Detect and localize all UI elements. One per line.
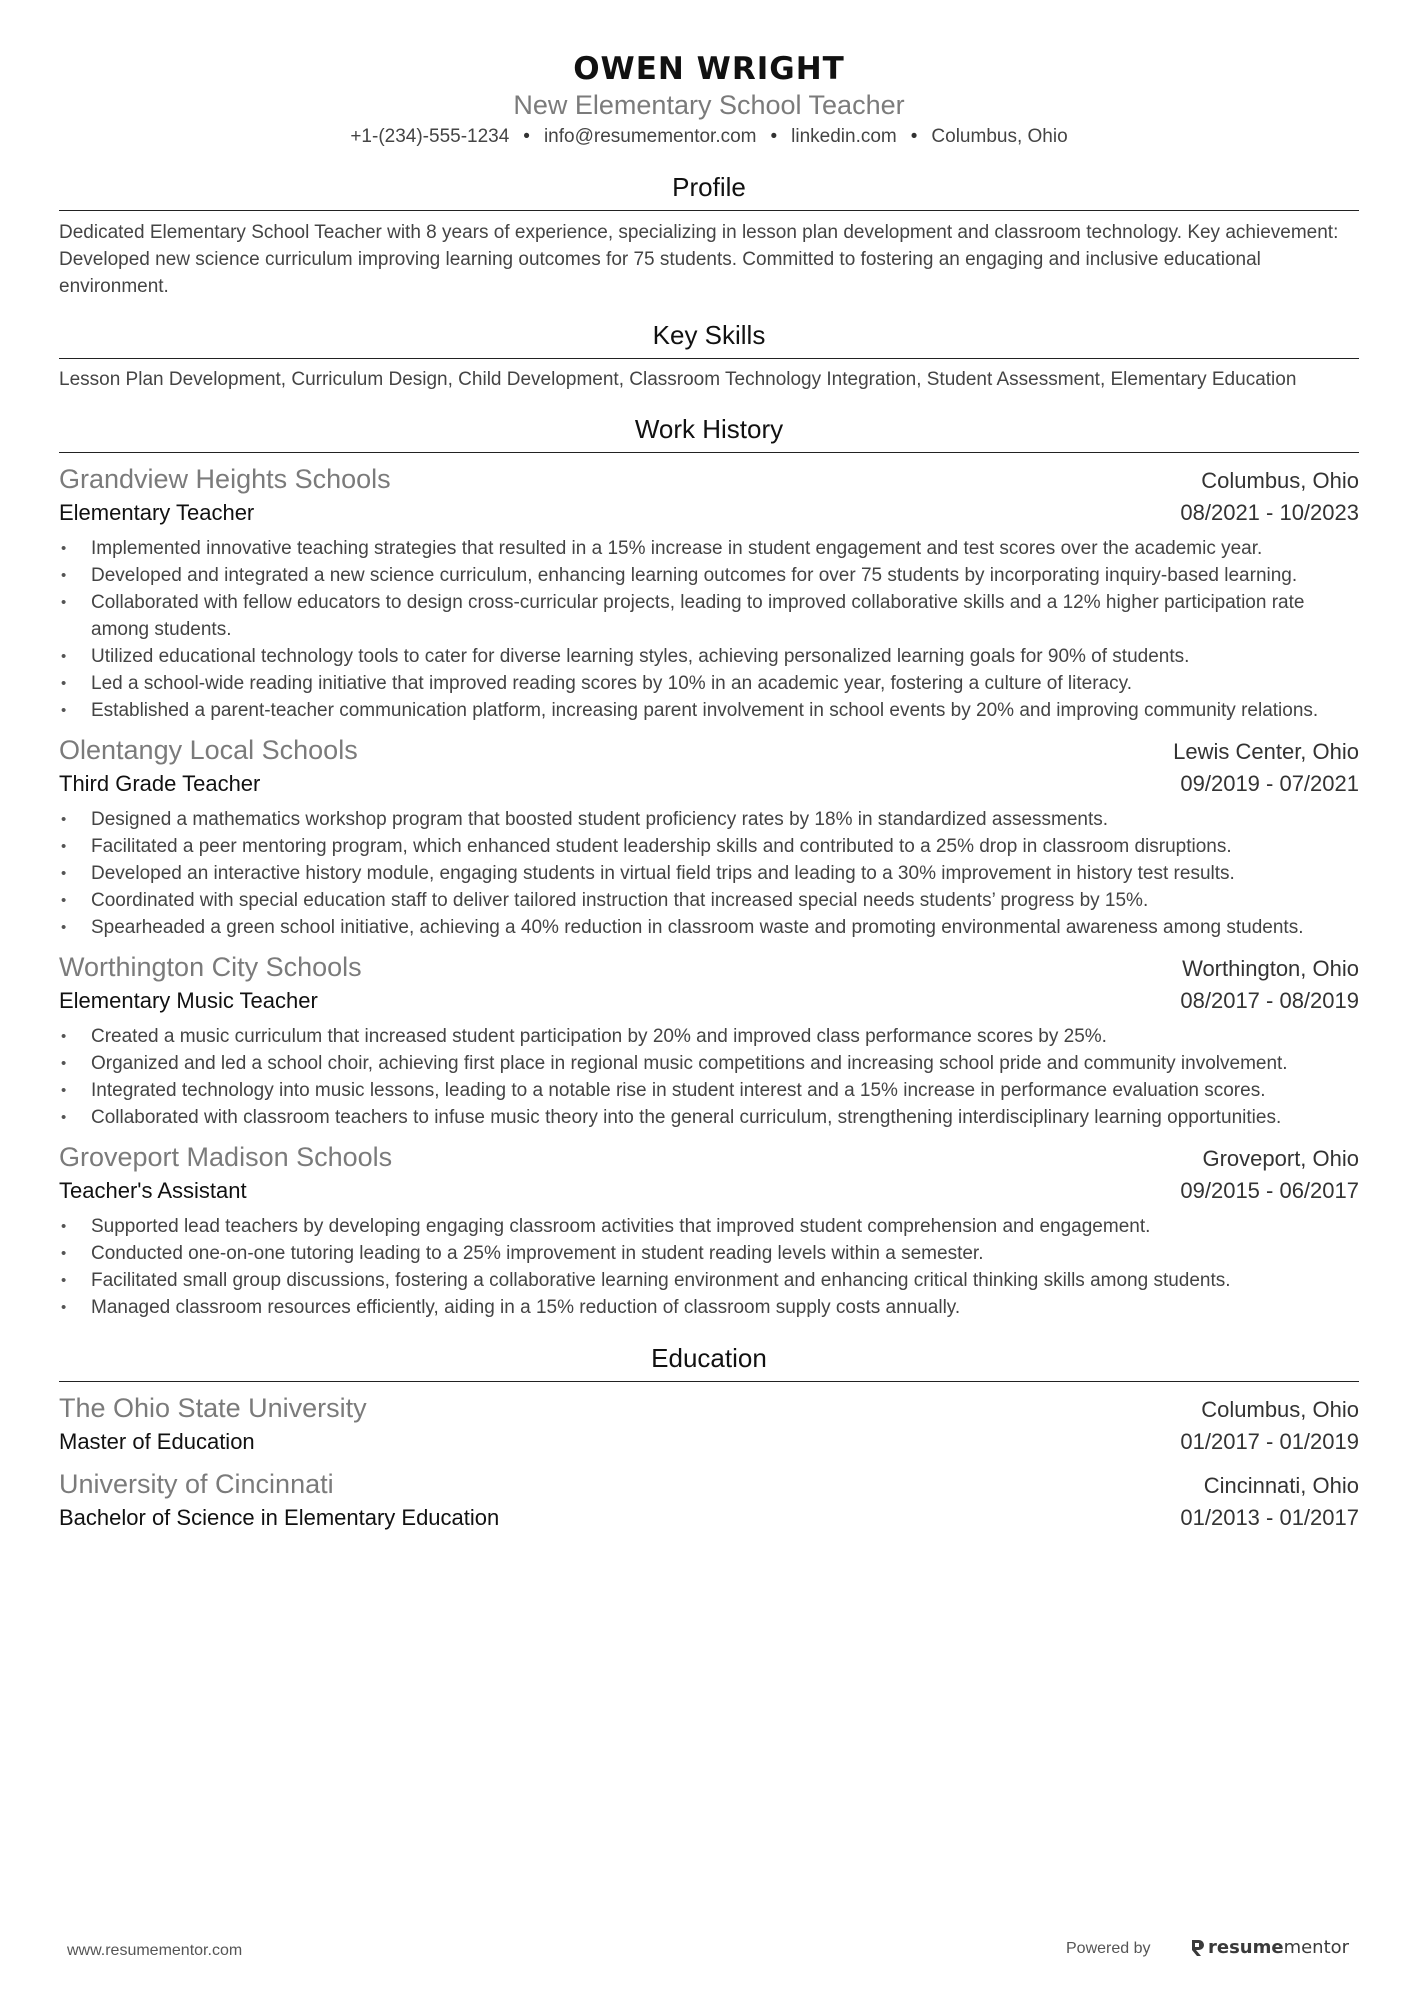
job-bullet-list bbox=[59, 806, 1359, 941]
separator-dot: • bbox=[523, 126, 530, 147]
profile-section bbox=[59, 170, 1359, 300]
skills-section bbox=[59, 318, 1359, 392]
bullet-text: Supported lead teachers by developing engaging classroom activities that improved student comprehension and engagement. bbox=[91, 1216, 1151, 1237]
brand-text-light: mentor bbox=[1283, 1937, 1350, 1958]
job-bullet bbox=[59, 1267, 1359, 1294]
education-heading: Education bbox=[59, 1341, 1359, 1382]
education-location: Columbus, Ohio bbox=[1201, 1397, 1359, 1422]
bullet-dot: • bbox=[61, 540, 67, 557]
job-dates: 08/2017 - 08/2019 bbox=[1180, 988, 1359, 1013]
footer-website-link[interactable]: www.resumementor.com bbox=[67, 1942, 243, 1959]
job-bullet bbox=[59, 833, 1359, 860]
bullet-text: Created a music curriculum that increased student participation by 20% and improved class performance scores by 25%. bbox=[91, 1026, 1107, 1047]
job-role-row bbox=[59, 1175, 1359, 1207]
education-entry bbox=[59, 1466, 1359, 1534]
education-degree: Master of Education bbox=[59, 1429, 255, 1454]
education-school: The Ohio State University bbox=[59, 1393, 367, 1423]
job-header-row bbox=[59, 461, 1359, 497]
bullet-dot: • bbox=[61, 811, 67, 828]
bullet-dot: • bbox=[61, 919, 67, 936]
resumementor-logo-icon bbox=[1190, 1938, 1204, 1958]
separator-dot: • bbox=[910, 126, 918, 147]
education-location: Cincinnati, Ohio bbox=[1203, 1473, 1359, 1498]
skills-heading: Key Skills bbox=[59, 318, 1359, 359]
bullet-dot: • bbox=[61, 675, 67, 692]
profile-heading: Profile bbox=[59, 170, 1359, 211]
candidate-name: OWEN WRIGHT bbox=[573, 51, 845, 87]
job-bullet bbox=[59, 806, 1359, 833]
job-role-row bbox=[59, 985, 1359, 1017]
job-bullet bbox=[59, 1050, 1359, 1077]
bullet-dot: • bbox=[61, 567, 67, 584]
job-header-row bbox=[59, 1139, 1359, 1175]
bullet-dot: • bbox=[61, 865, 67, 882]
job-location: Groveport, Ohio bbox=[1202, 1146, 1359, 1171]
job-entry bbox=[59, 1139, 1359, 1321]
contact-linkedin[interactable]: linkedin.com bbox=[791, 126, 897, 147]
resume-header bbox=[59, 0, 1359, 150]
job-entry bbox=[59, 949, 1359, 1131]
job-dates: 08/2021 - 10/2023 bbox=[1180, 500, 1359, 525]
candidate-title: New Elementary School Teacher bbox=[513, 90, 905, 120]
job-bullet bbox=[59, 643, 1359, 670]
education-entry bbox=[59, 1390, 1359, 1458]
bullet-dot: • bbox=[61, 1218, 67, 1235]
bullet-text: Facilitated small group discussions, fostering a collaborative learning environment and enhancing critical thinking skills among students. bbox=[91, 1270, 1231, 1291]
job-role: Elementary Music Teacher bbox=[59, 988, 318, 1013]
job-bullet-list bbox=[59, 535, 1359, 724]
bullet-dot: • bbox=[61, 648, 67, 665]
bullet-text: Implemented innovative teaching strategies that resulted in a 15% increase in student engagement and test scores over the academic year. bbox=[91, 538, 1263, 559]
job-bullet bbox=[59, 1240, 1359, 1267]
bullet-text: Collaborated with classroom teachers to infuse music theory into the general curriculum, strengthening interdisciplinary learning opportunities. bbox=[91, 1107, 1282, 1128]
profile-text: Dedicated Elementary School Teacher with 8 years of experience, specializing in lesson plan development and classroom technology. Key achievement: Developed new science curriculum improving learning outcomes for 75 students. Committed to fostering an engaging and inclusive educational environment. bbox=[59, 222, 1339, 297]
bullet-dot: • bbox=[61, 594, 67, 611]
job-organization: Worthington City Schools bbox=[59, 952, 362, 982]
job-organization: Olentangy Local Schools bbox=[59, 735, 358, 765]
separator-dot: • bbox=[770, 126, 778, 147]
bullet-dot: • bbox=[61, 1272, 67, 1289]
education-header-row bbox=[59, 1466, 1359, 1502]
bullet-text: Facilitated a peer mentoring program, which enhanced student leadership skills and contributed to a 25% drop in classroom disruptions. bbox=[91, 836, 1232, 857]
job-organization: Groveport Madison Schools bbox=[59, 1142, 393, 1172]
job-role-row bbox=[59, 497, 1359, 529]
bullet-dot: • bbox=[61, 1299, 67, 1316]
bullet-text: Developed an interactive history module, engaging students in virtual field trips and leading to a 30% improvement in history test results. bbox=[91, 863, 1235, 884]
bullet-text: Managed classroom resources efficiently, aiding in a 15% reduction of classroom supply costs annually. bbox=[91, 1297, 961, 1318]
job-role: Elementary Teacher bbox=[59, 500, 255, 525]
bullet-text: Integrated technology into music lessons, leading to a notable rise in student interest and a 15% increase in performance evaluation scores. bbox=[91, 1080, 1266, 1101]
job-role-row bbox=[59, 768, 1359, 800]
bullet-dot: • bbox=[61, 1082, 67, 1099]
job-bullet bbox=[59, 670, 1359, 697]
skills-text: Lesson Plan Development, Curriculum Design, Child Development, Classroom Technology Integration, Student Assessment, Elementary Education bbox=[59, 369, 1297, 390]
bullet-text: Utilized educational technology tools to cater for diverse learning styles, achieving personalized learning goals for 90% of students. bbox=[91, 646, 1190, 667]
bullet-text: Conducted one-on-one tutoring leading to a 25% improvement in student reading levels within a semester. bbox=[91, 1243, 984, 1264]
bullet-dot: • bbox=[61, 1028, 67, 1045]
job-bullet bbox=[59, 589, 1359, 643]
education-degree: Bachelor of Science in Elementary Education bbox=[59, 1505, 500, 1530]
powered-by-label: Powered by bbox=[1066, 1940, 1151, 1957]
bullet-dot: • bbox=[61, 1245, 67, 1262]
job-bullet bbox=[59, 562, 1359, 589]
work-history-heading: Work History bbox=[59, 412, 1359, 453]
contact-line bbox=[59, 124, 1359, 150]
job-bullet-list bbox=[59, 1023, 1359, 1131]
bullet-text: Coordinated with special education staff to deliver tailored instruction that increased special needs students’ progress by 15%. bbox=[91, 890, 1149, 911]
contact-phone: +1-(234)-555-1234 bbox=[350, 126, 510, 147]
job-bullet bbox=[59, 1023, 1359, 1050]
education-degree-row bbox=[59, 1426, 1359, 1458]
job-list bbox=[59, 461, 1359, 1321]
job-location: Worthington, Ohio bbox=[1182, 956, 1359, 981]
job-bullet bbox=[59, 887, 1359, 914]
job-bullet bbox=[59, 1294, 1359, 1321]
bullet-text: Developed and integrated a new science curriculum, enhancing learning outcomes for over 75 students by incorporating inquiry-based learning. bbox=[91, 565, 1298, 586]
education-dates: 01/2017 - 01/2019 bbox=[1180, 1429, 1359, 1454]
education-list bbox=[59, 1390, 1359, 1534]
bullet-text: Established a parent-teacher communication platform, increasing parent involvement in school events by 20% and improving community relations. bbox=[91, 700, 1319, 721]
job-bullet bbox=[59, 1104, 1359, 1131]
bullet-text: Designed a mathematics workshop program that boosted student proficiency rates by 18% in standardized assessments. bbox=[91, 809, 1109, 830]
job-bullet-list bbox=[59, 1213, 1359, 1321]
bullet-text: Organized and led a school choir, achieving first place in regional music competitions and increasing school pride and community involvement. bbox=[91, 1053, 1288, 1074]
job-role: Teacher's Assistant bbox=[59, 1178, 247, 1203]
bullet-text: Collaborated with fellow educators to design cross-curricular projects, leading to improved collaborative skills and a 12% higher participation rate among students. bbox=[91, 592, 1305, 640]
education-degree-row bbox=[59, 1502, 1359, 1534]
job-bullet bbox=[59, 1213, 1359, 1240]
job-bullet bbox=[59, 697, 1359, 724]
job-role: Third Grade Teacher bbox=[59, 771, 261, 796]
page-footer bbox=[0, 1935, 1410, 1965]
education-dates: 01/2013 - 01/2017 bbox=[1180, 1505, 1359, 1530]
education-school: University of Cincinnati bbox=[59, 1469, 334, 1499]
bullet-dot: • bbox=[61, 1109, 67, 1126]
brand-text-bold: resume bbox=[1208, 1937, 1284, 1958]
bullet-dot: • bbox=[61, 1055, 67, 1072]
bullet-dot: • bbox=[61, 838, 67, 855]
bullet-text: Spearheaded a green school initiative, achieving a 40% reduction in classroom waste and promoting environmental awareness among students. bbox=[91, 917, 1304, 938]
job-bullet bbox=[59, 1077, 1359, 1104]
bullet-text: Led a school-wide reading initiative that improved reading scores by 10% in an academic year, fostering a culture of literacy. bbox=[91, 673, 1132, 694]
job-bullet bbox=[59, 860, 1359, 887]
job-entry bbox=[59, 732, 1359, 941]
bullet-dot: • bbox=[61, 892, 67, 909]
contact-location: Columbus, Ohio bbox=[931, 126, 1068, 147]
job-dates: 09/2015 - 06/2017 bbox=[1180, 1178, 1359, 1203]
job-location: Lewis Center, Ohio bbox=[1173, 739, 1359, 764]
job-header-row bbox=[59, 732, 1359, 768]
work-history-section bbox=[59, 412, 1359, 1321]
contact-email[interactable]: info@resumementor.com bbox=[543, 126, 757, 147]
job-organization: Grandview Heights Schools bbox=[59, 464, 391, 494]
job-location: Columbus, Ohio bbox=[1201, 468, 1359, 493]
bullet-dot: • bbox=[61, 702, 67, 719]
job-entry bbox=[59, 461, 1359, 724]
resumementor-brand[interactable] bbox=[1190, 1937, 1349, 1958]
job-dates: 09/2019 - 07/2021 bbox=[1180, 771, 1359, 796]
job-bullet bbox=[59, 535, 1359, 562]
resume-page bbox=[59, 0, 1359, 1534]
education-header-row bbox=[59, 1390, 1359, 1426]
job-bullet bbox=[59, 914, 1359, 941]
job-header-row bbox=[59, 949, 1359, 985]
education-section bbox=[59, 1341, 1359, 1534]
